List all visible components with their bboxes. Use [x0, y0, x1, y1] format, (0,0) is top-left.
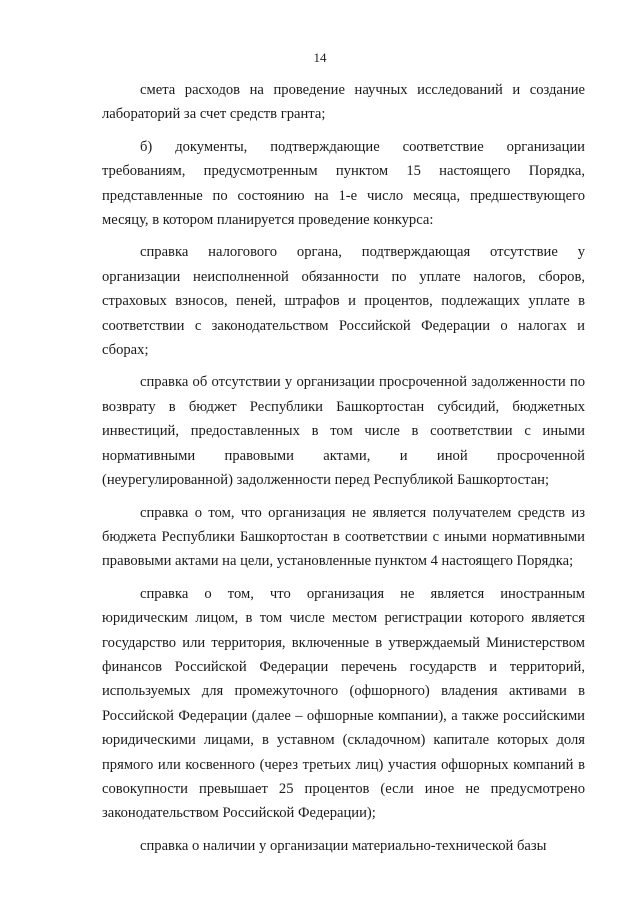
- document-body: [102, 78, 585, 866]
- page-number: 14: [313, 50, 327, 65]
- paragraph-not-foreign-entity-certificate: справка о том, что организация не является иностранным юридическим лицом, в том числе местом регистрации которого является государство или территория, включенные в утверждаемый Министерством финансов Российской Федерации перечень государств и территорий, используемых для промежуточного (офшорного) владения активами в Российской Федерации (далее – офшорные компании), а также российскими юридическими лицами, в уставном (складочном) капитале которых доля прямого или косвенного (через третьих лиц) участия офшорных компаний в совокупности превышает 25 процентов (если иное не предусмотрено законодательством Российской Федерации);: [102, 585, 585, 822]
- paragraph-not-recipient-certificate: справка о том, что организация не является получателем средств из бюджета Республики Башкортостан в соответствии с иными нормативными правовыми актами на цели, установленные пунктом 4 настоящего Порядка;: [102, 504, 585, 570]
- paragraph-material-base-certificate: справка о наличии у организации материально-технической базы: [140, 837, 547, 854]
- paragraph-estimate: смета расходов на проведение научных исследований и создание лабораторий за счет средств гранта;: [102, 82, 585, 123]
- paragraph-tax-certificate: справка налогового органа, подтверждающая отсутствие у организации неисполненной обязанности по уплате налогов, сборов, страховых взносов, пеней, штрафов и процентов, подлежащих уплате в соответствии с законодательством Российской Федерации о налогах и сборах;: [102, 244, 585, 359]
- paragraph-documents-b: б) документы, подтверждающие соответствие организации требованиям, предусмотренным пунктом 15 настоящего Порядка, представленные по состоянию на 1-е число месяца, предшествующего месяцу, в котором планируется проведение конкурса:: [102, 138, 585, 229]
- paragraph-overdue-debt-certificate: справка об отсутствии у организации просроченной задолженности по возврату в бюджет Республики Башкортостан субсидий, бюджетных инвестиций, предоставленных в том числе в соответствии с иными нормативными правовыми актами, и иной просроченной (неурегулированной) задолженности перед Республикой Башкортостан;: [102, 374, 585, 489]
